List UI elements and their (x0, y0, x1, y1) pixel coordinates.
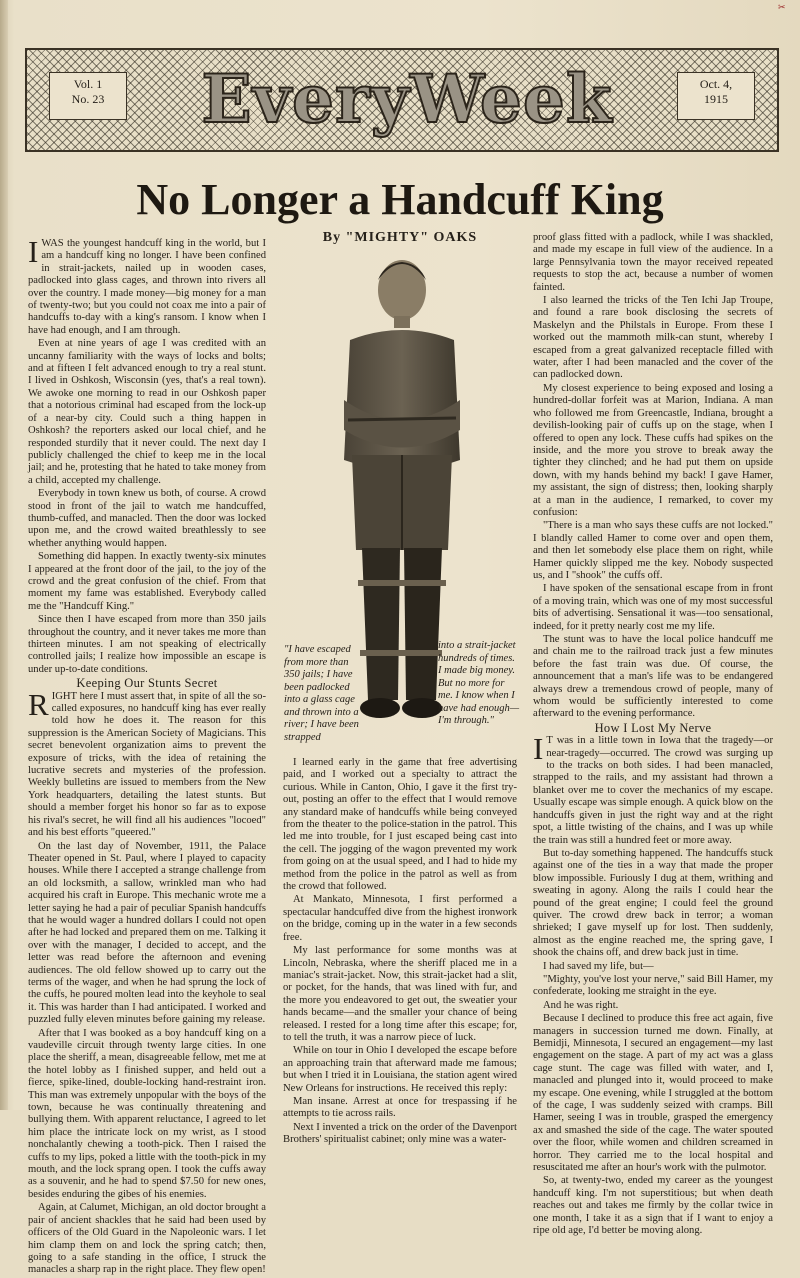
paragraph: Everybody in town knew us both, of course. A crowd stood in front of the jail to watch me handcuffed, thumb-cuffed, and manacled. Then the door was locked upon me, and the crowd waited breathlessly to see whether anything would happen. (28, 488, 266, 549)
magazine-title: EveryWeek (201, 60, 613, 138)
drop-cap: I (28, 234, 39, 269)
paragraph: Next I invented a trick on the order of the Davenport Brothers' spiritualist cabinet; only mine was a water- (283, 1121, 517, 1146)
paragraph: proof glass fitted with a padlock, while I was shackled, and made my escape in full view of the audience. In a large Pennsylvania town the mayor received repeated requests to stop the act, because a number of women fainted. (533, 232, 773, 293)
paragraph: On the last day of November, 1911, the Palace Theater opened in St. Paul, where I played to capacity houses. While there I accepted a strange challenge from an old locksmith, a sallow, wrinkled man who had acquired his craft in Europe. This mechanic wrote me a letter saying he had a pair of peculiar Spanish handcuffs that he would wager a hundred dollars I could not open after he had locked and prepared them on me. Talking it over with the manager, I decided to accept, and the letter was read before the afternoon and evening audiences. The old fellow showed up to carry out the terms of the wager, and when he had sprung the lock of the cuffs, he poured molten lead into the keyhole to seal it. This was harder than I had anticipated. I worked and puzzled fully eleven minutes before gaining my release. (28, 840, 266, 1026)
photo-caption-left: "I have escaped from more than 350 jails; I have been padlocked into a glass cage and thrown into a river; I have been strapped (284, 644, 359, 743)
paragraph: I T was in a little town in Iowa that the tragedy—or near-tragedy—occurred. The crowd was surging up to the tracks on both sides. I had been manacled, strapped to the rails, and my assistant had thrown a blanket over me to cover the mechanics of my escape. Usually escape was simple enough. A quick blow on the handcuffs given in just the right way and at the right spot, a little twisting of the chains, and I was up while the train was still a hundred feet or more away. (533, 731, 773, 846)
article-column-middle (283, 757, 517, 1148)
left-leg (362, 548, 400, 700)
paragraph: "Mighty, you've lost your nerve," said Bill Hamer, my confederate, looking me straight in the eye. (533, 973, 773, 998)
issue-volume-box (49, 72, 127, 120)
photo-caption-right: into a strait-jacket hundreds of times. I made big money. But no more for me. I know when I have had enough—I'm through." (438, 640, 520, 726)
telegram-quote: Man insane. Arrest at once for trespassing if he attempts to tie across rails. (283, 1095, 517, 1120)
paragraph: After that I was booked as a boy handcuff king on a vaudeville circuit through twenty large cities. In one place the sheriff, a mean, disagreeable fellow, met me at the hotel lobby as I finished supper, and held out a fierce, spike-lined, double-locking hand-restraint iron. This man was extremely unpopular with the boys of the town, because he was continually threatening and bullying them. With apparent reluctance, I agreed to let him place the intricate lock on my wrist, as I stood nonchalantly chewing a tooth-pick. Then I raised the cuffs to my lips, poked a little with the tooth-pick in my mouth, and the lock sprang open. I took the cuffs away as a souvenir, and he had to spend $7.50 for new ones, besides enduring the gibes of his enemies. (28, 1027, 266, 1200)
paragraph: Since then I have escaped from more than 350 jails throughout the country, and it never takes me more than thirteen minutes. I am not speaking of electrically controlled jails; I realize how impossible an escape is under up-to-date conditions. (28, 614, 266, 675)
shoe (360, 698, 400, 718)
paragraph: So, at twenty-two, ended my career as the youngest handcuff king. I'm not superstitious; but when death reaches out and takes me firmly by the collar twice in one month, I take it as a sign that if I want to enjoy a ripe old age, I'd better be moving along. (533, 1175, 773, 1237)
article-column-right (533, 232, 773, 1239)
paragraph: I have spoken of the sensational escape from in front of a moving train, which was one of my most successful bits of advertising. Sensational it was—too sensational, indeed, for it pretty nearly cost me my life. (533, 583, 773, 632)
paragraph: Something did happen. In exactly twenty-six minutes I appeared at the front door of the jail, to the joy of the crowd and the great confusion of the chief. From that moment my fame was established. Everybody called me the "Handcuff King." (28, 551, 266, 612)
volume-number: Vol. 1 (73, 77, 103, 91)
shoe (402, 698, 442, 718)
paragraph: "There is a man who says these cuffs are not locked." I blandly called Hamer to come over and open them, and then let somebody else place them on right, while Hamer quickly slipped me the key. Nobody suspected us, and I "shook" the cuffs off. (533, 520, 773, 581)
paragraph: At Mankato, Minnesota, I first performed a spectacular handcuffed dive from the highest ironwork on the bridge, coming up in the water in a few seconds free. (283, 894, 517, 943)
paragraph: RIGHT here I must assert that, in spite of all the so-called exposures, no handcuff king has ever really told how he does it. The reason for this suppression is the American Society of Magicians. This secret benevolent organization aims to prevent the exposure of tricks, with the idea of retaining the lucrative secrets and mysteries of the profession. Weekly bulletins are issued to members from the New York headquarters, detailing the latest stunts. But should a member forget his honor so far as to expose his rival's secret, he will find all his audiences "locoed" and his best efforts "queered." (28, 686, 266, 839)
paragraph: Again, at Calumet, Michigan, an old doctor brought a pair of ancient shackles that he said had been used by officers of the Old Guard in the Napoleonic wars. I let him clamp them on and lock the spring catch; then, going to a safe standing in the office, I struck the manacles a sharp rap in the right place. They flew open! (28, 1202, 266, 1276)
paragraph: But to-day something happened. The handcuffs stuck against one of the ties in a way that made the proper blow impossible. Furiously I dug at them, writhing and sweating in agony. Along the rails I could hear the pound of the great engine; I could feel the ground quiver. The crowd drew back in terror; a woman shrieked; I gave myself up for lost. Then suddenly, almost as the engine reached me, the spring gave, I shook the chains off, and drew back just in time. (533, 847, 773, 959)
paragraph: I had saved my life, but— (543, 960, 654, 972)
corner-mark-icon: ✂ (778, 2, 786, 12)
paragraph: I learned early in the game that free advertising paid, and I worked out a specialty to attract the curious. While in Canton, Ohio, I gave it the first try-out, posting an offer to the effect that I would remove any standard make of handcuffs while being conveyed from the theater to the police-station in the patrol. This led me into trouble, for I just escaped being cast into the cell. The jogging of the wagon prevented my work from going on at the usual speed, and I had to hide my method from the police in the patrol as well as from the crowd that followed. (283, 757, 517, 893)
drop-cap: R (28, 686, 49, 722)
paragraph: My closest experience to being exposed and losing a hundred-dollar forfeit was at Marion, Indiana. A man who followed me from Greencastle, Indiana, brought a devilish-looking pair of cuffs up on the stage, when I offered to open any lock. These cuffs had spikes on the inside, and the more you strove to break away the tighter they clinched; and he had put them on upside down, with my hands behind my back! I gave Hamer, my assistant, the sign of distress; then, looking sharply at a man in the audience, I remarked, to cover my confusion: (533, 382, 773, 518)
paragraph: The stunt was to have the local police handcuff me and chain me to the railroad track just a few minutes before the fast train was due. Of course, the announcement that a man's life was to be endangered always drew a tremendous crowd of people, many of whom would be sufficiently interested to come afterward to the evening performance. (533, 634, 773, 720)
leg-strap (360, 650, 442, 656)
jacket-torso (344, 330, 460, 470)
issue-date-box (677, 72, 755, 120)
masthead (25, 48, 779, 152)
article-column-left (28, 234, 266, 1278)
paragraph: While on tour in Ohio I developed the escape before an approaching train that afterward made me famous; but when I tried it in Louisiana, the station agent wired New Orleans for instructions. He received this reply: (283, 1045, 517, 1094)
page-binding-edge (0, 0, 8, 1110)
article-headline: No Longer a Handcuff King (136, 175, 664, 224)
right-leg (404, 548, 442, 700)
issue-date: Oct. 4, (699, 77, 733, 91)
paragraph: Because I declined to produce this free act again, five managers in succession turned me down. Finally, at Bemidji, Minnesota, I secured an engagement—my last engagement on the stage. A part of my act was a glass cage stunt. The cage was filled with water, and I, manacled and plunged into it, would proceed to make my escape. One evening, while I struggled at the bottom of the cage, I was suddenly seized with cramps. Bill Hamer, seeing I was in trouble, grasped the emergency ax and smashed the side of the cage. The water spouted over the floor, while women and children screamed in horror. They carried me to the local hospital and resuscitated me after an hour's work with the pulmotor. (533, 1013, 773, 1174)
drop-cap: I (533, 731, 544, 767)
paragraph: Even at nine years of age I was credited with an uncanny familiarity with the ways of locks and bolts; and at fifteen I felt advanced enough to try a real stunt. I lived in Oshkosh, Wisconsin (yes, that's a real town). We awoke one morning to read in our Oshkosh paper that a notorious criminal had escaped from the lock-up of a near-by city. Could such a thing happen in Oshkosh? the reporters asked our local chief, and he responded sturdily that it never could. The next day I publicly challenged the chief to keep me in the local jail; and he, protesting that he hated to take money from a child, accepted my challenge. (28, 338, 266, 486)
paragraph: My last performance for some months was at Lincoln, Nebraska, where the sheriff placed me in a maniac's strait-jacket. Now, this strait-jacket had a slit, or pocket, for the hands, that was lined with fur, and the more you endeavored to get out, the sweatier your hands became—and the smaller your chance of being released. I rested for a long time after this escape; for, to tell the truth, it was a narrow piece of luck. (283, 945, 517, 1043)
paragraph: And he was right. (543, 999, 619, 1011)
leg-strap (358, 580, 446, 586)
section-subhead: Keeping Our Stunts Secret (76, 676, 218, 691)
issue-year: 1915 (704, 92, 728, 106)
issue-number: No. 23 (71, 92, 105, 106)
section-subhead: How I Lost My Nerve (594, 720, 712, 735)
paragraph: IWAS the youngest handcuff king in the world, but I am a handcuff king no longer. I have been confined in strait-jackets, nailed up in wooden cases, padlocked into glass cages, and thrown into rivers all over the country. I made money—big money for a man of twenty-two; but you could not coax me into a pair of handcuffs to-day with a king's ransom. I know when I have had enough, and I am through. (28, 234, 266, 336)
paragraph: I also learned the tricks of the Ten Ichi Jap Troupe, and found a rare book disclosing the secrets of Maskelyn and the Philstals in Europe. From these I worked out the mammoth milk-can stunt, whereby I escaped from a great galvanized receptacle filled with water, after I had been manacled and the cover of the can padlocked down. (533, 295, 773, 381)
article-byline: By "MIGHTY" OAKS (322, 230, 478, 245)
